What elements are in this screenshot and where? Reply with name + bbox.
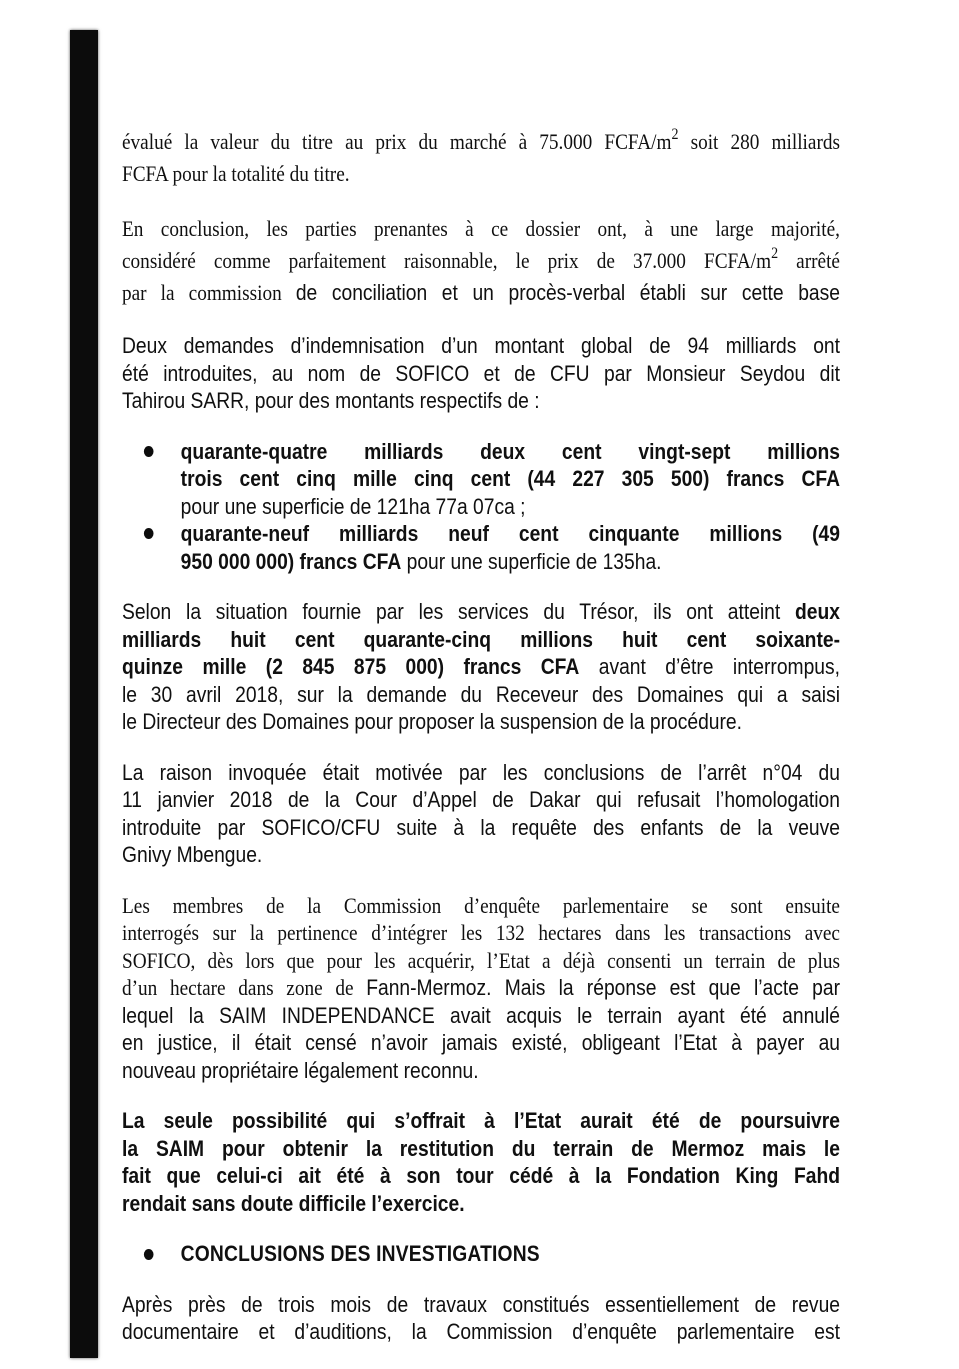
text-segment: de conciliation et un procès-verbal établi sur cette base (295, 280, 840, 305)
text-line (122, 1029, 840, 1057)
text-line (122, 1190, 840, 1218)
text-line (181, 438, 840, 466)
text-line (122, 1291, 840, 1319)
text-segment: quinze mille (2 845 875 000) francs CFA (122, 654, 580, 679)
text-segment: 11 janvier 2018 de la Cour d’Appel de Dakar qui refusait l’homologation (122, 787, 840, 812)
text-segment: pour une superficie de 121ha 77a 07ca ; (180, 493, 526, 519)
text-line (122, 681, 840, 709)
text-line (122, 332, 840, 360)
text-segment: soit 280 milliards (678, 129, 840, 154)
text-segment: interrogés sur la pertinence d’intégrer les 132 hectares dans les transactions avec (122, 920, 840, 945)
text-line (181, 493, 840, 521)
text-segment: quarante-quatre milliards deux cent vingt-sept millions (180, 438, 840, 464)
text-segment: Les membres de la Commission d’enquête parlementaire se sont ensuite (122, 892, 840, 918)
text-line (122, 814, 840, 842)
text-segment: rendait sans doute difficile l’exercice. (122, 1190, 465, 1216)
montants-list (122, 438, 840, 576)
text-segment: considéré comme parfaitement raisonnable, le prix de 37.000 FCFA/m (122, 248, 772, 273)
para-conclusion-prix (122, 213, 840, 309)
text-line (122, 1107, 840, 1135)
text-segment: introduite par SOFICO/CFU suite à la requête des enfants de la veuve (122, 814, 840, 840)
text-line (122, 708, 840, 736)
text-line (122, 1135, 840, 1163)
text-segment: avant d’être interrompus, (579, 654, 840, 679)
para-situation-tresor (122, 598, 840, 736)
text-line (122, 786, 840, 814)
text-line (122, 1162, 840, 1190)
section-heading-item (122, 1240, 840, 1268)
text-line (181, 548, 840, 576)
text-segment: Fann-Mermoz. Mais la réponse est que l’acte par (366, 975, 840, 1000)
text-segment: documentaire et d’auditions, la Commission d’enquête parlementaire est (122, 1319, 840, 1344)
text-line (122, 653, 840, 681)
text-segment: en justice, il était censé n’avoir jamais existé, obligeant l’Etat à payer au (122, 1030, 840, 1055)
text-segment: 950 000 000) francs CFA (180, 548, 402, 574)
text-segment: arrêté (778, 248, 840, 273)
para-membres-commission (122, 892, 840, 1085)
text-segment: La seule possibilité qui s’offrait à l’Etat aurait été de poursuivre (122, 1108, 840, 1133)
text-segment: été introduites, au nom de SOFICO et de CFU par Monsieur Seydou dit (122, 360, 840, 386)
text-line (122, 919, 840, 947)
list-item (122, 520, 840, 575)
text-line (122, 387, 840, 415)
text-line (122, 126, 840, 158)
scan-edge-artifact (70, 30, 98, 1358)
text-segment: fait que celui-ci ait été à son tour cédé à la Fondation King Fahd (122, 1163, 840, 1188)
text-segment: évalué la valeur du titre au prix du marché à 75.000 FCFA/m (122, 129, 672, 154)
text-segment: le Directeur des Domaines pour proposer la suspension de la procédure. (122, 709, 742, 734)
text-line (122, 974, 840, 1002)
text-segment: trois cent cinq mille cinq cent (44 227 305 500) francs CFA (180, 466, 840, 491)
text-line (122, 1318, 840, 1346)
text-segment: le 30 avril 2018, sur la demande du Receveur des Domaines qui a saisi (122, 681, 840, 707)
text-line (122, 892, 840, 920)
text-line (122, 213, 840, 245)
text-segment: En conclusion, les parties prenantes à ce dossier ont, à une large majorité, (122, 216, 840, 241)
text-segment: La raison invoquée était motivée par les conclusions de l’arrêt n°04 du (122, 759, 840, 785)
para-evaluation-titre (122, 126, 840, 190)
text-segment: quarante-neuf milliards neuf cent cinquante millions (49 (180, 521, 840, 546)
text-segment: CONCLUSIONS DES INVESTIGATIONS (180, 1241, 540, 1266)
text-segment: Après près de trois mois de travaux constitués essentiellement de revue (122, 1291, 840, 1317)
bullet-icon (144, 446, 154, 457)
para-apres-trois-mois (122, 1291, 840, 1346)
text-line (122, 158, 840, 190)
text-segment: la SAIM pour obtenir la restitution du terrain de Mermoz mais le (122, 1135, 840, 1161)
text-segment: milliards huit cent quarante-cinq millions huit cent soixante- (122, 626, 840, 652)
text-line (122, 947, 840, 975)
text-segment: 2 (771, 245, 779, 262)
text-line (181, 520, 840, 548)
text-column (122, 126, 840, 1369)
text-line (122, 1002, 840, 1030)
text-segment: Tahirou SARR, pour des montants respectifs de : (122, 388, 540, 413)
text-line (181, 1240, 840, 1268)
text-segment: FCFA pour la totalité du titre. (122, 161, 350, 186)
text-line (122, 277, 840, 309)
text-line (122, 626, 840, 654)
text-segment: SOFICO, dès lors que pour les acquérir, l’Etat a déjà consenti un terrain de plus (122, 947, 840, 973)
list-item (122, 438, 840, 521)
bullet-icon (144, 1249, 154, 1260)
text-segment: Deux demandes d’indemnisation d’un montant global de 94 milliards ont (122, 333, 840, 358)
text-line (122, 245, 840, 277)
text-segment: deux (795, 599, 840, 624)
bullet-icon (144, 528, 154, 539)
text-segment: par la commission (122, 280, 296, 305)
text-line (122, 360, 840, 388)
para-seule-possibilite (122, 1107, 840, 1217)
text-segment: nouveau propriétaire légalement reconnu. (122, 1057, 479, 1083)
text-segment: lequel la SAIM INDEPENDANCE avait acquis le terrain ayant été annulé (122, 1002, 840, 1028)
text-segment: Selon la situation fournie par les services du Trésor, ils ont atteint (122, 599, 796, 624)
text-segment: Gnivy Mbengue. (122, 842, 263, 867)
conclusions-heading-list (122, 1240, 840, 1268)
para-raison-invoquee (122, 759, 840, 869)
text-line (181, 465, 840, 493)
text-segment: 2 (671, 126, 679, 143)
text-segment: pour une superficie de 135ha. (401, 548, 662, 574)
para-deux-demandes (122, 332, 840, 415)
text-line (122, 1057, 840, 1085)
text-segment: d’un hectare dans zone de (122, 975, 367, 1000)
text-line (122, 841, 840, 869)
text-line (122, 598, 840, 626)
text-line (122, 759, 840, 787)
